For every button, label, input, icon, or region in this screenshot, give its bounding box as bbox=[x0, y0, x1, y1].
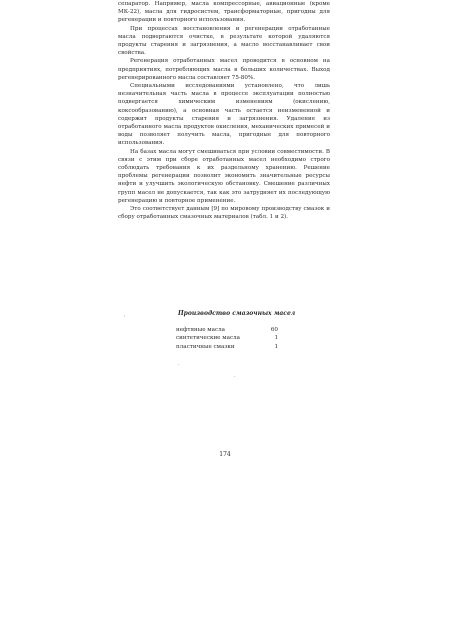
table-title: Производство смазочных масел bbox=[178, 310, 296, 317]
stray-mark: · bbox=[234, 374, 236, 380]
paragraph: Это соответствует данным [9] по мировому производству смазок и сбору отработанных смазочных материалов (табл. 1 и 2). bbox=[118, 206, 330, 221]
page-number: 174 bbox=[219, 451, 231, 458]
table-row bbox=[176, 326, 278, 334]
table-cell-value: 1 bbox=[274, 335, 278, 342]
paragraph: На базах масла могут смешиваться при условии совместимости. В связи с этим при сборе отработанных масел необходимо строго соблюдать требования к их раздельному хранению. Решение проблемы регенерации позволит экономить значительные ресурсы нефти и улучшить экологическую обстановку. Смешение различных групп масел не допускается, так как это затрудняет их последующую регенерацию и повторное применение. bbox=[118, 148, 330, 204]
table-row bbox=[176, 334, 278, 342]
paragraph: Специальными исследованиями установлено, что лишь незначительная часть масла в процессе эксплуатации полностью подвергается химическим изменениям (окислению, коксообразованию), а основная часть остается неизмененной и содержит продукты старения и загрязнения. Удаление из отработанного масла продуктов окисления, механических примесей и воды позволяет получить масла, пригодные для повторного использования. bbox=[118, 83, 330, 147]
table-cell-name: синтетические масла bbox=[176, 335, 240, 342]
paragraph: Регенерация отработанных масел проводится в основном на предприятиях, потребляющих масла в больших количествах. Выход регенерированного масла составляет 75-80%. bbox=[118, 58, 330, 81]
stray-mark: , bbox=[124, 312, 126, 318]
stray-mark: · bbox=[178, 362, 180, 368]
paragraph: сепаратор. Например, масла компрессорные, авиационные (кроме МК-22), масла для гидросистем, трансформаторные, пригодны для регенерации и повторного использования. bbox=[118, 1, 330, 24]
table-cell-name: нефтяные масла bbox=[176, 327, 226, 333]
table-row bbox=[176, 343, 278, 351]
table-cell-value: 60 bbox=[270, 327, 278, 333]
table-cell-name: пластичные смазки bbox=[176, 343, 235, 350]
paragraph: При процессах восстановления и регенерации отработанные масла подвергаются очистке, в результате которой удаляются продукты старения и загрязнения, а масло восстанавливает свои свойства. bbox=[118, 25, 330, 57]
text-column bbox=[118, 0, 330, 221]
data-table bbox=[176, 326, 278, 351]
table-cell-value: 1 bbox=[274, 343, 278, 350]
